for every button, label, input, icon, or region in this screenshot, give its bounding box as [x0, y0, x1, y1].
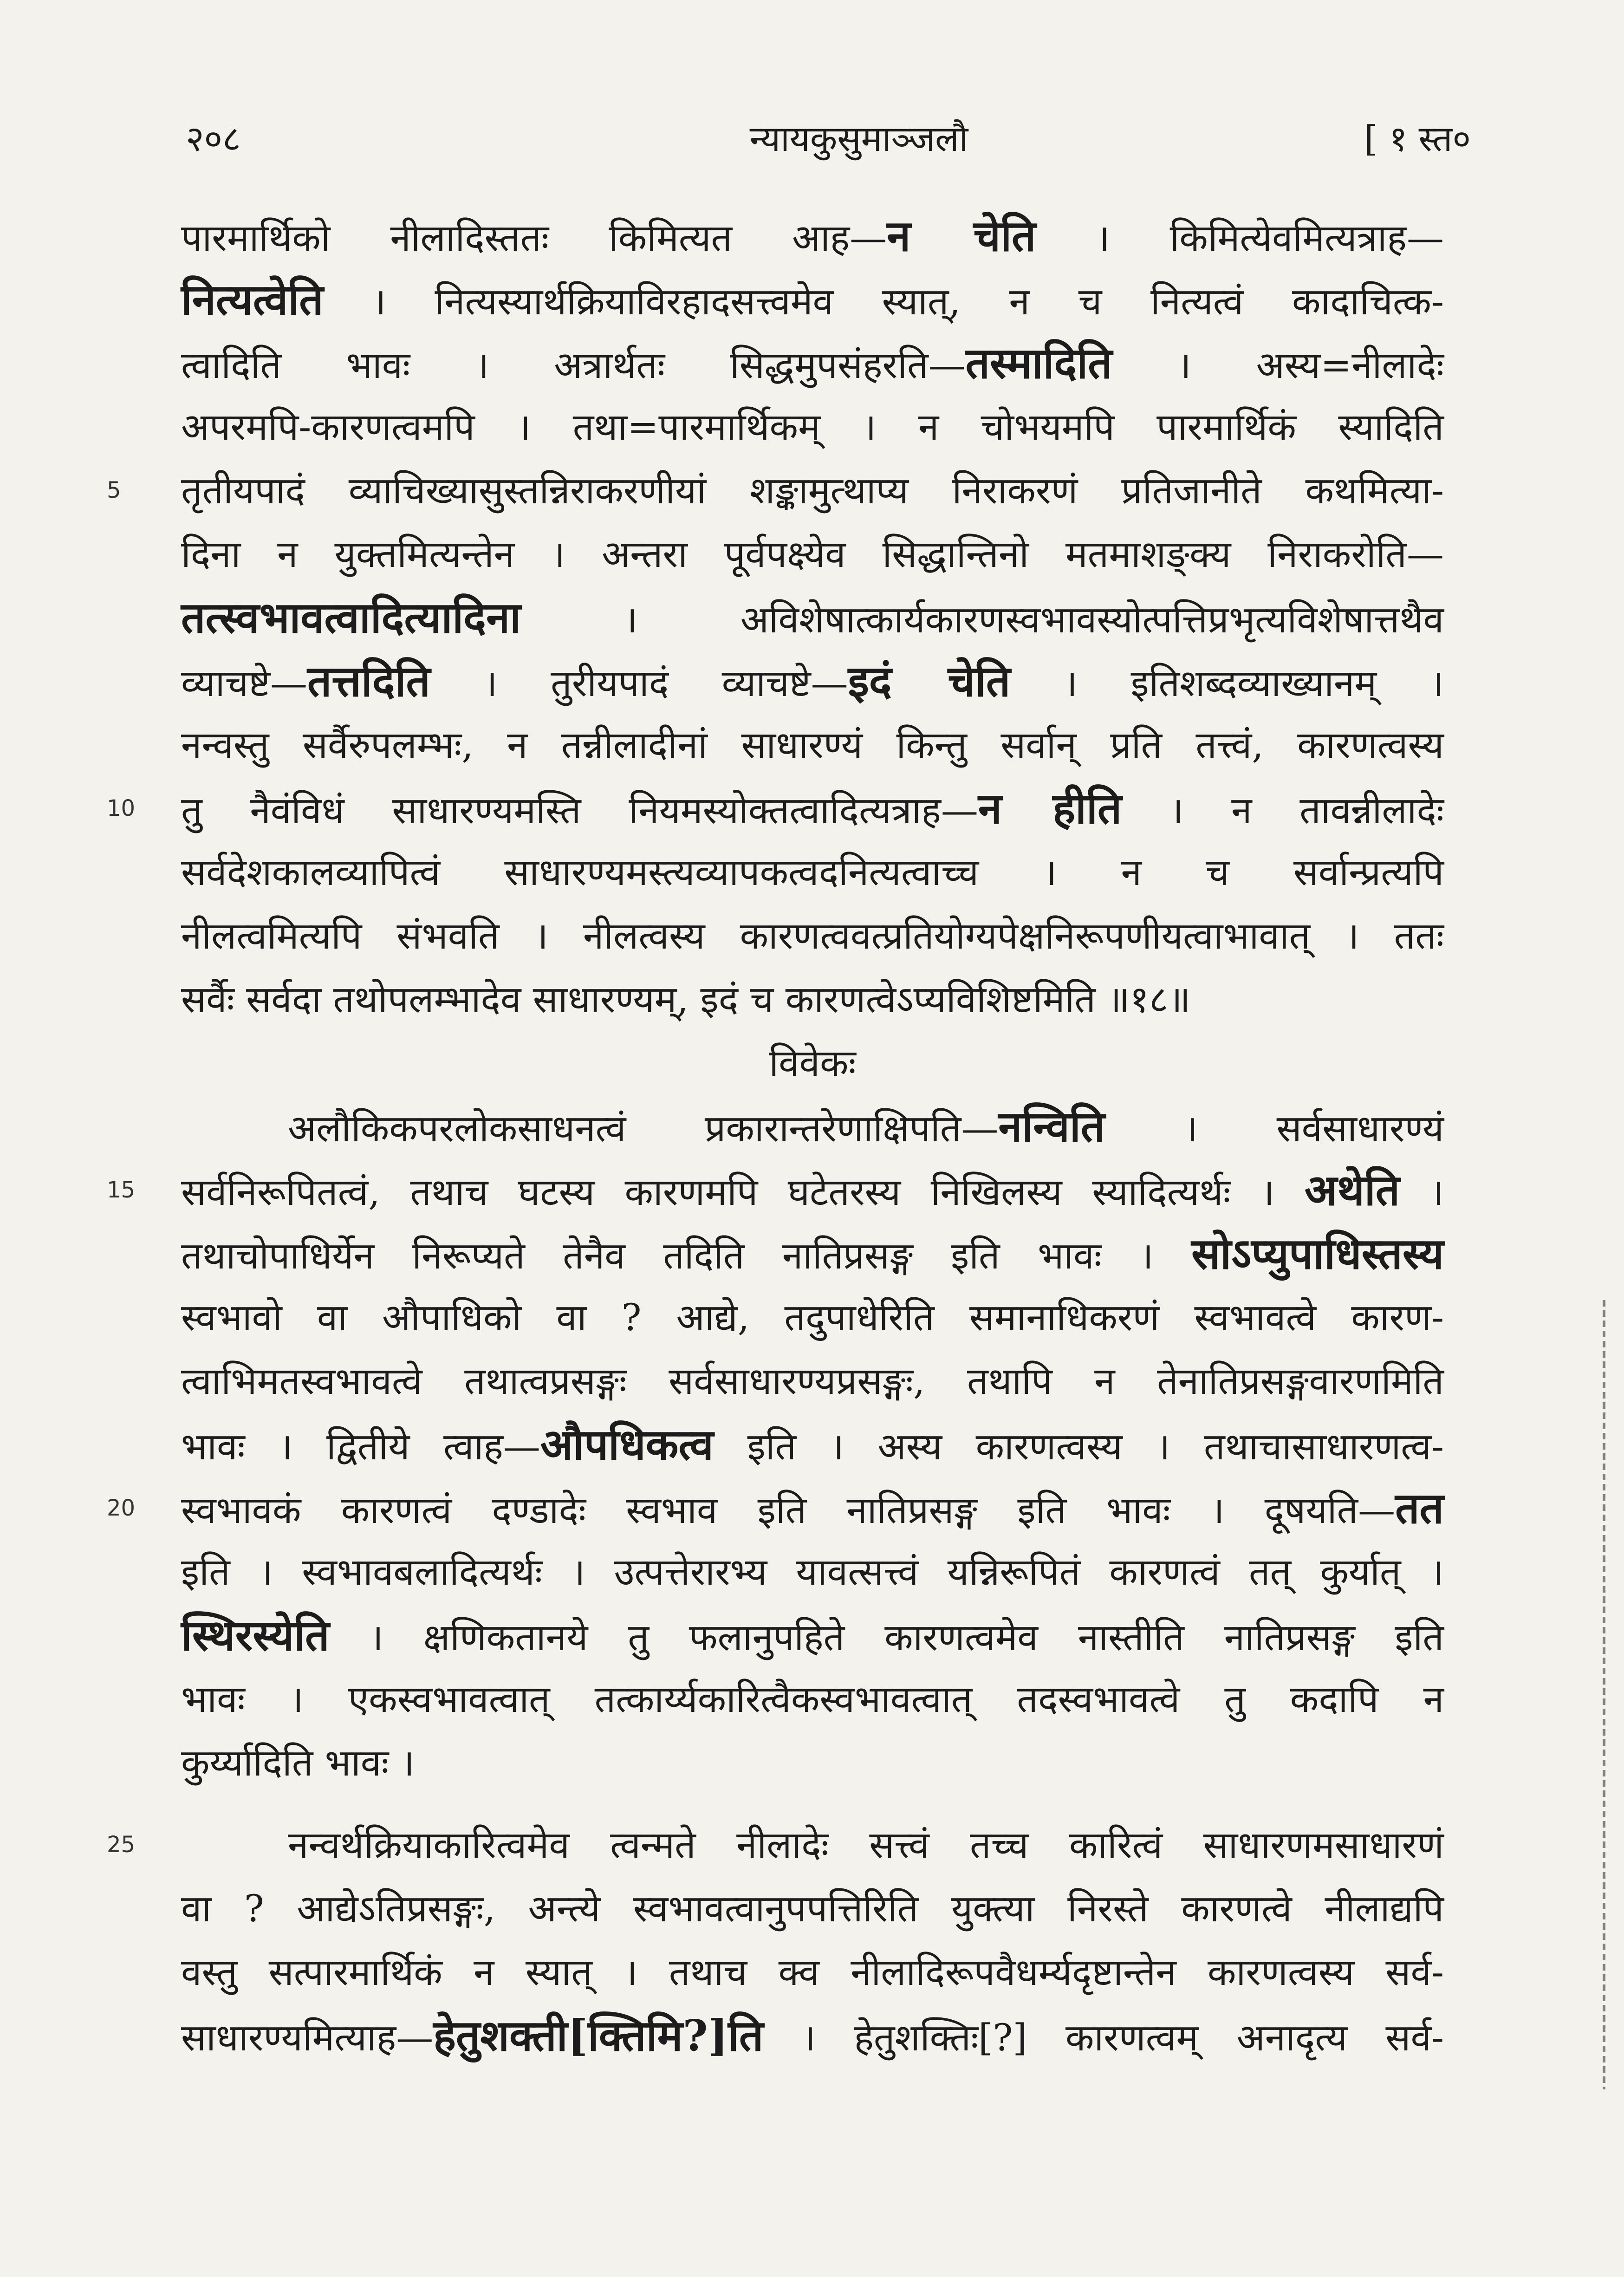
text-run: वा ? आद्येऽतिप्रसङ्गः, अन्त्ये स्वभावत्वानुपपत्तिरिति युक्त्या निरस्ते कारणत्वे नीलाद्यपि — [181, 1887, 1444, 1930]
text-run: सर्वैः सर्वदा तथोपलम्भादेव साधारण्यम्, इदं च कारणत्वेऽप्यविशिष्टमिति ॥१८॥ — [181, 978, 1191, 1021]
text-line — [181, 332, 1444, 395]
text-run: इति । अस्य कारणत्वस्य । तथाचासाधारणत्व- — [713, 1425, 1444, 1468]
page-number: २०८ — [186, 118, 241, 159]
text-run: नन्वस्तु सर्वैरुपलम्भः, न तन्नीलादीनां साधारण्यं किन्तु सर्वान् प्रति तत्त्वं, कारणत्वस्य — [181, 723, 1444, 767]
text-run: स्वभावो वा औपाधिको वा ? आद्ये, तदुपाधेरिति समानाधिकरणं स्वभावत्वे कारण- — [181, 1296, 1444, 1339]
text-run: अलौकिकपरलोकसाधनत्वं प्रकारान्तरेणाक्षिपति— — [288, 1107, 999, 1150]
text-run: वस्तु सत्पारमार्थिकं न स्यात् । तथाच क्व नीलादिरूपवैधर्म्यदृष्टान्तेन कारणत्वस्य सर्व- — [181, 1951, 1444, 1994]
text-run: । इतिशब्दव्याख्यानम् । — [1010, 662, 1444, 705]
text-run: व्याचष्टे— — [181, 662, 307, 705]
text-run: । किमित्येवमित्यत्राह— — [1036, 216, 1444, 260]
text-run: त्वादिति भावः । अत्रार्थतः सिद्धमुपसंहरति— — [181, 344, 966, 387]
text-run: भावः । एकस्वभावत्वात् तत्कार्य्यकारित्वैकस्वभावत्वात् तदस्वभावत्वे तु कदापि न — [181, 1678, 1444, 1721]
text-line — [181, 713, 1444, 777]
text-run: । हेतुशक्तिः[?] कारणत्वम् अनादृत्य सर्व- — [763, 2016, 1444, 2059]
text-line — [181, 1222, 1444, 1286]
line-number: 5 — [107, 477, 121, 503]
text-line — [181, 904, 1444, 968]
text-run: सर्वदेशकालव्यापित्वं साधारण्यमस्त्यव्यापकत्वदनित्यत्वाच्च । न च सर्वान्प्रत्यपि — [181, 851, 1444, 894]
text-run: स्वभावकं कारणत्वं दण्डादेः स्वभाव इति नातिप्रसङ्ग इति भावः । दूषयति— — [181, 1489, 1396, 1532]
text-run: सर्वनिरूपितत्वं, तथाच घटस्य कारणमपि घटेतरस्य निखिलस्य स्यादित्यर्थः । — [181, 1171, 1305, 1214]
text-run: । सर्वसाधारण्यं — [1105, 1107, 1444, 1150]
text-line — [181, 204, 1444, 268]
text-run: नीलत्वमित्यपि संभवति । नीलत्वस्य कारणत्ववत्प्रतियोग्यपेक्षनिरूपणीयत्वाभावात् । ततः — [181, 914, 1444, 957]
text-run: । क्षणिकतानये तु फलानुपहिते कारणत्वमेव नास्तीति नातिप्रसङ्ग इति — [329, 1616, 1444, 1659]
text-line — [181, 1731, 1444, 1795]
bold-lemma: नन्विति — [998, 1101, 1105, 1152]
text-line — [181, 1095, 1444, 1158]
bold-lemma: अथेति — [1304, 1165, 1400, 1215]
line-number: 10 — [107, 795, 136, 821]
text-line — [107, 459, 1444, 522]
text-line — [181, 1413, 1444, 1477]
text-line — [181, 522, 1444, 586]
text-line — [181, 840, 1444, 904]
bold-lemma: न चेति — [887, 211, 1036, 261]
section-marker: [ १ स्त० — [1364, 118, 1471, 159]
text-line — [107, 1813, 1444, 1877]
text-line — [181, 1286, 1444, 1349]
text-line — [107, 777, 1444, 840]
section-heading — [181, 1031, 1444, 1095]
text-line — [181, 1349, 1444, 1413]
bold-lemma: हेतुशक्ती[क्तिमि?]ति — [433, 2010, 764, 2061]
text-run: इति । स्वभावबलादित्यर्थः । उत्पत्तेरारभ्य यावत्सत्त्वं यन्निरूपितं कारणत्वं तत् कुर्यात् । — [181, 1550, 1444, 1594]
bold-lemma: तस्मादिति — [965, 338, 1112, 388]
margin-edge — [1603, 1300, 1605, 2089]
bold-lemma: तत्स्वभावत्वादित्यादिना — [181, 592, 521, 643]
text-run: विवेकः — [769, 1041, 856, 1085]
bold-lemma: स्थिरस्येति — [181, 1610, 330, 1660]
bold-lemma: औपधिकत्व — [540, 1419, 714, 1470]
text-line — [181, 650, 1444, 713]
text-run: साधारण्यमित्याह— — [181, 2016, 434, 2059]
text-run: तृतीयपादं व्याचिख्यासुस्तन्निराकरणीयां शङ्कामुत्थाप्य निराकरणं प्रतिजानीते कथमित्या- — [181, 469, 1444, 512]
bold-lemma: इदं चेति — [848, 656, 1011, 706]
text-line — [181, 1940, 1444, 2004]
text-run: । अविशेषात्कार्यकारणस्वभावस्योत्पत्तिप्रभृत्यविशेषात्तथैव — [520, 598, 1444, 641]
text-run: पारमार्थिको नीलादिस्ततः किमित्यत आह— — [181, 216, 887, 260]
bold-lemma: न हीति — [978, 783, 1122, 833]
text-run: । — [1400, 1171, 1444, 1214]
text-line — [181, 586, 1444, 650]
bold-lemma: सोऽप्युपाधिस्तस्य — [1191, 1229, 1444, 1279]
text-line — [181, 2004, 1444, 2068]
text-line — [181, 1667, 1444, 1731]
line-number: 20 — [107, 1495, 136, 1521]
text-line — [181, 268, 1444, 332]
bold-lemma: तत्तदिति — [307, 656, 430, 706]
line-number: 25 — [107, 1832, 136, 1858]
text-run: । नित्यस्यार्थक्रियाविरहादसत्त्वमेव स्यात्, न च नित्यत्वं कादाचित्क- — [323, 280, 1444, 323]
text-body — [107, 204, 1444, 2068]
text-run: दिना न युक्तमित्यन्तेन । अन्तरा पूर्वपक्ष्येव सिद्धान्तिनो मतमाशङ्क्य निराकरोति— — [181, 533, 1444, 576]
text-run: । अस्य=नीलादेः — [1112, 344, 1444, 387]
text-run: तु नैवंविधं साधारण्यमस्ति नियमस्योक्तत्वादित्यत्राह— — [181, 789, 978, 832]
text-line — [181, 1540, 1444, 1604]
text-run: तथाचोपाधिर्येन निरूप्यते तेनैव तदिति नातिप्रसङ्ग इति भावः । — [181, 1234, 1192, 1277]
text-run: नन्वर्थक्रियाकारित्वमेव त्वन्मते नीलादेः सत्त्वं तच्च कारित्वं साधारणमसाधारणं — [288, 1823, 1444, 1867]
text-line — [181, 1877, 1444, 1940]
text-run: कुर्य्यादिति भावः । — [181, 1741, 415, 1784]
text-line — [107, 1158, 1444, 1222]
bold-lemma: नित्यत्वेति — [181, 274, 324, 325]
line-number: 15 — [107, 1177, 136, 1203]
text-run: त्वाभिमतस्वभावत्वे तथात्वप्रसङ्गः सर्वसाधारण्यप्रसङ्गः, तथापि न तेनातिप्रसङ्गवारणमिति — [181, 1360, 1444, 1403]
text-line — [181, 395, 1444, 459]
bold-lemma: तत — [1395, 1483, 1444, 1533]
running-title: न्यायकुसुमाञ्जलौ — [749, 118, 968, 159]
text-line — [181, 968, 1444, 1031]
text-run: अपरमपि-कारणत्वमपि । तथा=पारमार्थिकम् । न चोभयमपि पारमार्थिकं स्यादिति — [181, 405, 1444, 449]
text-run: भावः । द्वितीये त्वाह— — [181, 1425, 540, 1468]
text-run: । तुरीयपादं व्याचष्टे— — [430, 662, 848, 705]
text-line — [107, 1477, 1444, 1540]
text-line — [181, 1604, 1444, 1667]
text-run: । न तावन्नीलादेः — [1122, 789, 1444, 832]
